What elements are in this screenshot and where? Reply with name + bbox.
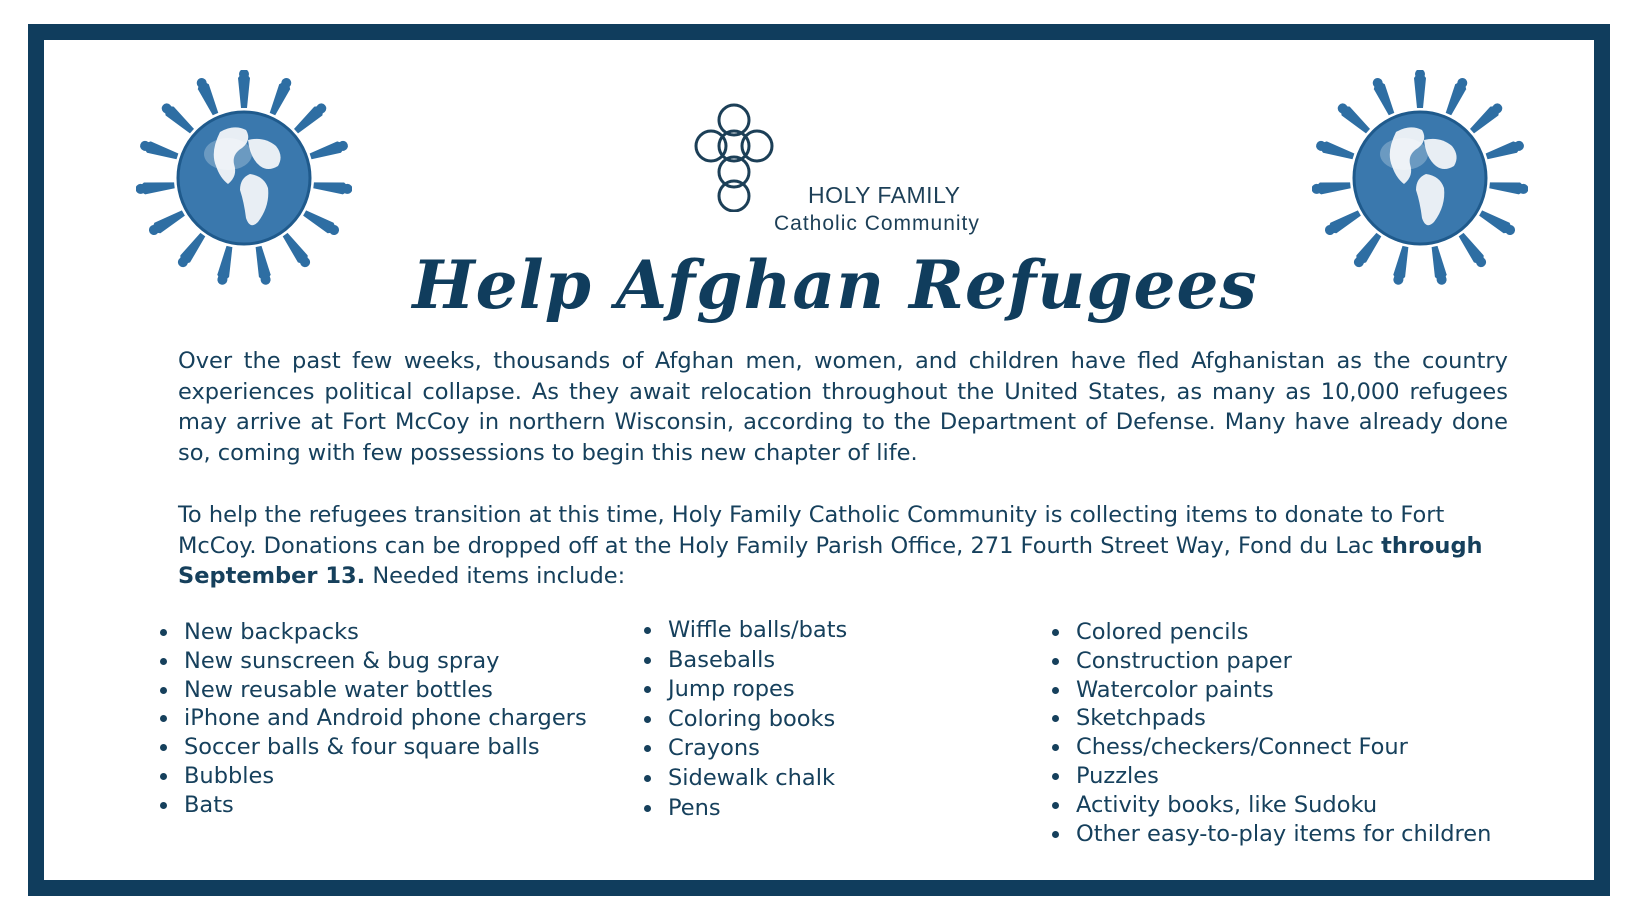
list-item: • Sidewalk chalk [664,764,847,794]
list-item: • Activity books, like Sudoku [1072,791,1491,820]
list-item: • New backpacks [180,618,587,647]
list-item: • Construction paper [1072,647,1491,676]
donation-paragraph [178,500,1508,592]
donation-text: To help the refugees transition at this time, Holy Family Catholic Community is collecting items to donate to Fort McCoy. Donations can be dropped off at the Holy Family Parish Office, 271 Fourth Street Way, Fond du Lac [178,502,1445,559]
list-item: • Watercolor paints [1072,676,1491,705]
list-item: • Sketchpads [1072,704,1491,733]
deadline-text: through September 13. [178,532,1483,589]
list-item: • Baseballs [664,646,847,676]
list-item: • Soccer balls & four square balls [180,733,587,762]
list-item: • Coloring books [664,705,847,735]
list-item: • Chess/checkers/Connect Four [1072,733,1491,762]
holy-family-logo-icon [684,102,784,212]
items-list-column-2 [636,616,847,823]
list-item: • Colored pencils [1072,618,1491,647]
items-list-column-3 [1044,618,1491,848]
logo-subtitle: Catholic Community [774,212,980,235]
list-item: • iPhone and Android phone chargers [180,704,587,733]
list-item: • Crayons [664,734,847,764]
list-item: • Wiffle balls/bats [664,616,847,646]
list-item: • Other easy-to-play items for children [1072,820,1491,849]
needed-items-text: Needed items include: [365,563,626,589]
list-item: • Jump ropes [664,675,847,705]
list-item: • Bubbles [180,762,587,791]
intro-paragraph: Over the past few weeks, thousands of Afghan men, women, and children have fled Afghanistan as the country experiences political collapse. As they await relocation throughout the United States, as many as 10,000 refugees may arrive at Fort McCoy in northern Wisconsin, according to the Department of Defense. Many have already done so, coming with few possessions to begin this new chapter of life. [178,348,1508,466]
list-item: • New reusable water bottles [180,676,587,705]
list-item: • Bats [180,791,587,820]
list-item: • Puzzles [1072,762,1491,791]
list-item: • New sunscreen & bug spray [180,647,587,676]
list-item: • Pens [664,794,847,824]
logo-name: HOLY FAMILY [808,182,961,208]
page-title: Help Afghan Refugees [412,246,1258,324]
poster-frame [28,24,1610,896]
items-list-column-1 [152,618,587,820]
holy-family-logo [684,102,1024,242]
